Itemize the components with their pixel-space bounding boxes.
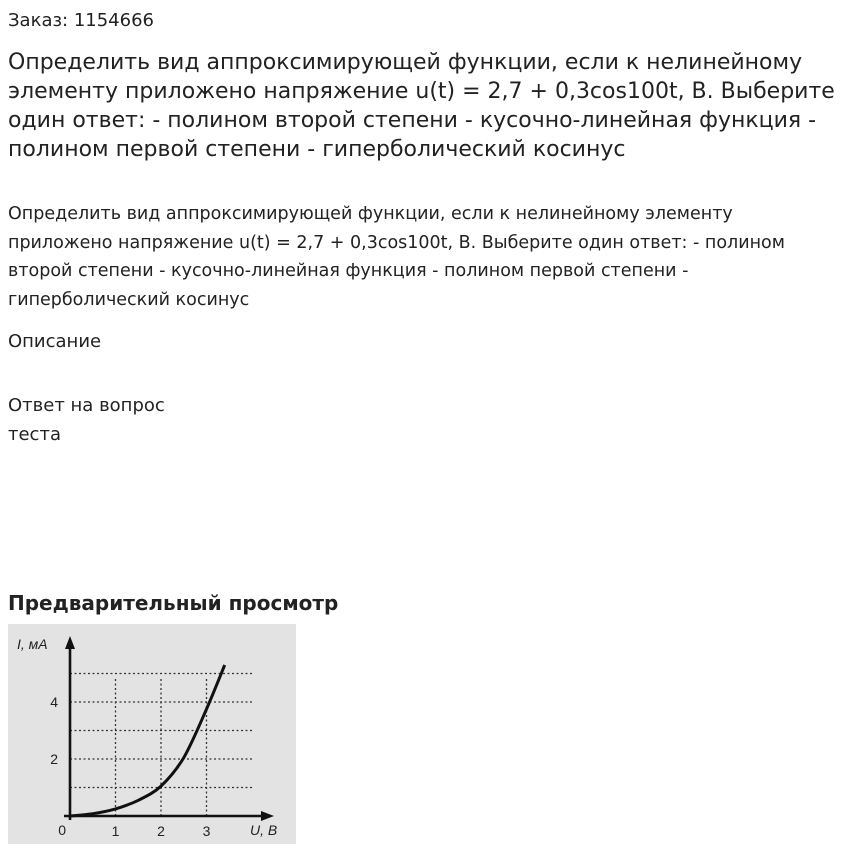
y-tick-label: 4 <box>50 694 58 710</box>
y-tick-label: 2 <box>50 751 58 767</box>
x-tick-label: 3 <box>202 823 211 839</box>
origin-label: 0 <box>58 822 66 838</box>
iv-characteristic-chart <box>8 624 296 844</box>
y-axis-label: I, мА <box>17 636 48 652</box>
y-axis-arrow <box>65 636 75 649</box>
question-text: Определить вид аппроксимирующей функции, если к нелинейному элементу приложено напряжение u(t) = 2,7 + 0,3cos100t, В. Выберите один ответ: - полином второй степени - кусочно-линейная функция - полином первой степени - гиперболический косинус <box>8 204 785 310</box>
page-title: Определить вид аппроксимирующей функции, если к нелинейному элементу приложено напряжение u(t) = 2,7 + 0,3cos100t, В. Выберите один ответ: - полином второй степени - кусочно-линейная функция - полином первой степени - гиперболический косинус <box>8 50 835 162</box>
x-tick-label: 1 <box>111 823 120 839</box>
description-label: Описание <box>8 331 102 352</box>
x-axis-arrow <box>261 811 274 821</box>
order-number: Заказ: 1154666 <box>8 10 154 31</box>
preview-heading: Предварительный просмотр <box>8 591 339 615</box>
series-line <box>70 665 225 816</box>
answer-label: Ответ на вопрос теста <box>8 395 165 445</box>
x-tick-label: 2 <box>157 823 165 839</box>
preview-image <box>8 624 296 844</box>
x-axis-label: U, В <box>250 822 278 838</box>
